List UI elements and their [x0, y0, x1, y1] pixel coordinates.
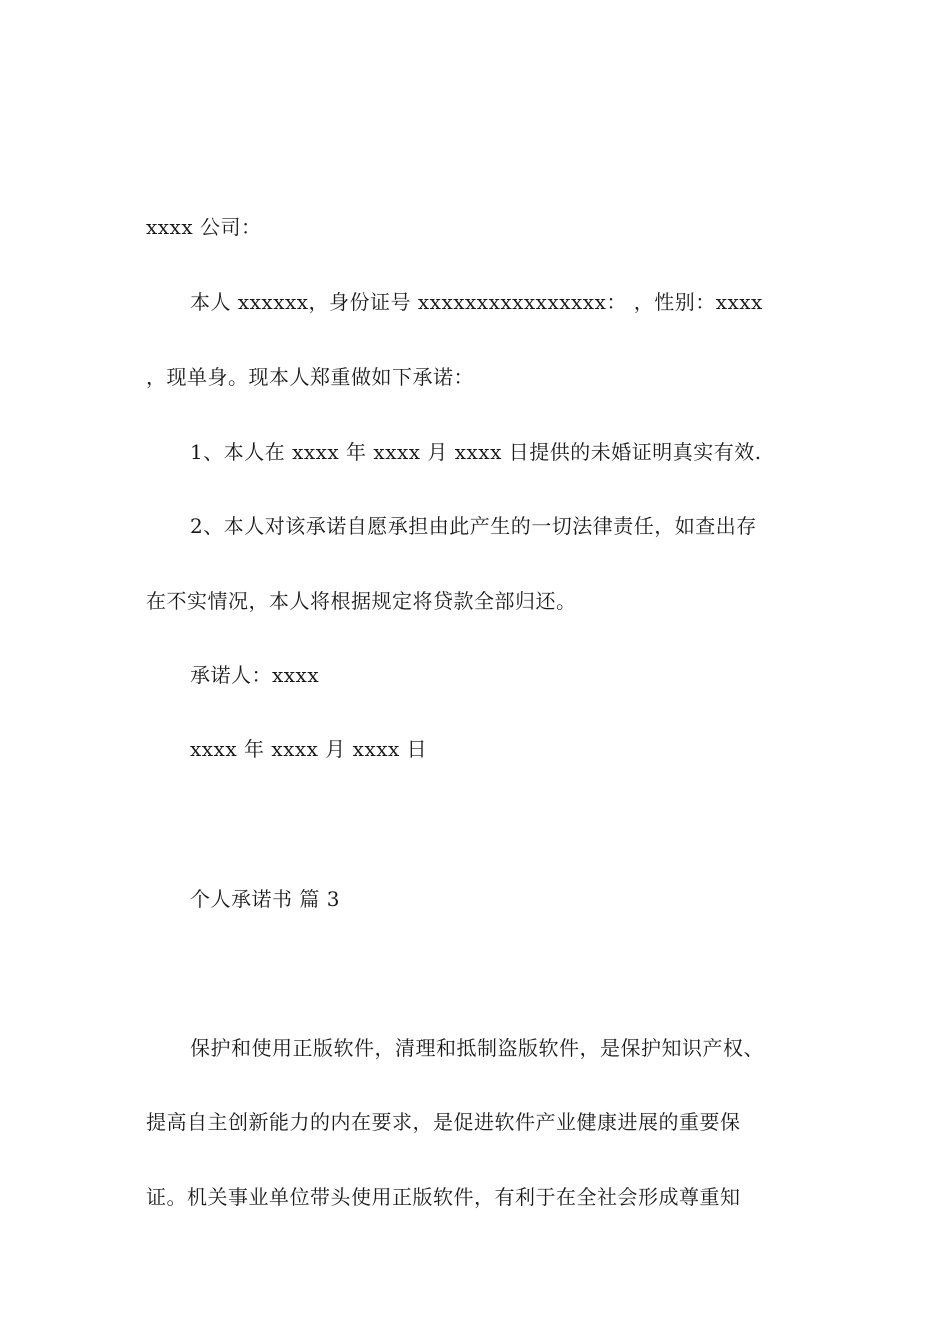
section-title: 个人承诺书 篇 3 — [190, 887, 340, 911]
signer-line: 承诺人：xxxx — [190, 663, 320, 687]
commitment-item-1: 1、本人在 xxxx 年 xxxx 月 xxxx 日提供的未婚证明真实有效. — [190, 440, 762, 464]
paragraph-line: 提高自主创新能力的内在要求，是促进软件产业健康进展的重要保 — [146, 1110, 741, 1134]
paragraph-line: 保护和使用正版软件，清理和抵制盗版软件，是保护知识产权、 — [190, 1036, 764, 1060]
paragraph-line: 本人 xxxxxx，身份证号 xxxxxxxxxxxxxxxx： ，性别：xxxx — [190, 290, 763, 314]
paragraph-line: ，现单身。现本人郑重做如下承诺： — [146, 365, 474, 389]
commitment-item-2-continued: 在不实情况，本人将根据规定将贷款全部归还。 — [146, 589, 577, 613]
paragraph-line: 证。机关事业单位带头使用正版软件，有利于在全社会形成尊重知 — [146, 1185, 741, 1209]
salutation: xxxx 公司： — [146, 215, 262, 239]
date-line: xxxx 年 xxxx 月 xxxx 日 — [190, 737, 428, 761]
commitment-item-2: 2、本人对该承诺自愿承担由此产生的一切法律责任，如查出存 — [190, 514, 757, 538]
